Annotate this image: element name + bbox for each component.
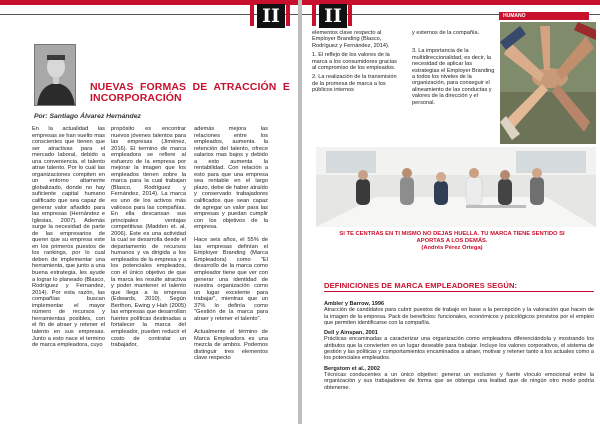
section-number: II xyxy=(319,4,347,28)
text-column-right xyxy=(412,30,497,109)
definition-text: Atracción de candidatos para cubrir puestos de trabajo en base a la percepción y la valoración que hacen de la imagen de la empresa. Pack de beneficios: funcionales, económicos y psicológicos provistos por el empleo que permiten identificarse con la compañía. xyxy=(324,307,594,326)
office-meeting-photo xyxy=(316,147,596,227)
quote-author: (Andrés Pérez Ortega) xyxy=(421,245,483,251)
definitions-heading: DEFINICIONES DE MARCA EMPLEADORES SEGÚN: xyxy=(324,281,518,290)
teamwork-hands-photo xyxy=(500,22,596,144)
paragraph: y externos de la compañía. xyxy=(412,30,480,36)
right-page xyxy=(302,0,600,424)
definition-text: Técnicas conducentes a un único objetivo: generar un exclusivo y fuerte vínculo emocional entre la organización y sus trabajadores de forma que se obtenga una lealtad que de ningún otro modo podría obtenerse. xyxy=(324,371,594,391)
heading-rule xyxy=(324,291,594,292)
decor-stripe xyxy=(312,0,316,26)
definition-author: Bergstom et al., 2002 xyxy=(324,365,380,372)
paragraph: elementos clave respecto al Employer Branding (Blasco, Rodríguez y Fernández, 2014). xyxy=(312,30,390,49)
definition-author: Dell y Ainspan, 2001 xyxy=(324,330,378,337)
section-tag: HUMANO xyxy=(499,12,589,20)
paragraph: 1. El reflejo de los valores de la marca a los consumidores gracias al compromiso de los empleados. xyxy=(312,52,397,72)
decor-stripe xyxy=(286,0,290,26)
decor-stripe xyxy=(348,0,352,26)
definition-author: Ambler y Barrow, 1996 xyxy=(324,301,385,307)
author-portrait xyxy=(34,44,76,106)
text-column-3: además mejora las relaciones entre los empleados, aumenta la retención del talento, ofrece salarios mas bajos y debido a esto aumenta la rentabilidad. Con relación a esto para que una empresa sea rentable en el largo plazo, debe de haber atraído y conservado trabajadores calificados que sean capaz de agregar un valor para las empresas y puedan cumplir con los objetivos de la empresa. Hace seis años, el 55% de las empresas definían el Employer Branding (Marca Empleadora) como "El desarrollo de la marca como empleador tiene que ver con generar una identidad de nuestra organización como un lugar excelente para trabajar", mientras que un 37% lo definía como "Gestión de la marca para atraer y retener el talento". Actualmente el término de Marca Empleadora es una mezcla de ambos. Podemos distinguir tres elementos clave respecto xyxy=(194,126,268,362)
paragraph: 3. La importancia de la multidireccionalidad, es decir, la necesidad de aplicar las estrategias el Employer Branding a todos los niveles de la organización, para conseguir el alineamiento de las conductas y valores de la dirección y el personal. xyxy=(412,48,495,106)
article-title: NUEVAS FORMAS DE ATRACCIÓN E INCORPORACIÓN xyxy=(90,81,290,104)
definitions-list xyxy=(324,298,594,395)
text-column-left xyxy=(312,30,402,97)
paragraph: 2. La realización de la transmisión de la promesa de marca a los públicos internos xyxy=(312,74,397,94)
article-byline: Por: Santiago Álvarez Hernández xyxy=(34,113,141,120)
decor-stripe xyxy=(250,0,254,26)
text-column-2: propósito es encontrar nuevos jóvenes talentos para las empresas (Jiménez, 2016). El termino de marca empleadora se refiere al esfuerzo de la empresa por mejorar la imagen que los empleados tienen sobre la marca para la cual trabajan (Blasco, Rodríguez y Fernández, 2014). La marca es uno de los activos más valiosos para las compañías. En ella descansan sus principales ventajas competitivas (Madden et. al, 2006). Este es una actividad la cual se desarrolla desde el departamento de recursos humanos y va dirigida a los empleados de la empresa y a los potenciales empleados, con el único objetivo de que la marca les resulte atractiva y poder mantener el talento que llega a la empresa (Edwards, 2010). Según Berthon, Ewing y Hah (2005) las empresas que desarrollan fuertes políticas destinadas a fortalecer la marca del empleador, pueden reducir el costo de contratar un trabajador, xyxy=(111,126,186,349)
quote-text: SI TE CENTRAS EN TI MISMO NO DEJAS HUELLA. TU MARCA TIENE SENTIDO SI APORTAS A LOS DEMÁS. xyxy=(339,231,565,244)
section-number: II xyxy=(257,4,285,28)
definition-text: Prácticas encaminadas a caracterizar una organización como empleadora diferenciándola y mostrando los atributos que la convierten en un lugar deseable para trabajar. Incluye los valores corporativos, el sistema de gestión y las políticas y comportamientos encaminados a atraer, motivar y retener tanto a los actuales como a los potenciales empleados. xyxy=(324,336,594,362)
left-page xyxy=(0,0,298,424)
pull-quote xyxy=(332,231,572,252)
text-column-1: En la actualidad las empresas se han vuelto mas conscientes que tienen que ser atractivas para el mercado laboral, debido a una conveniencia, el talento atrae talento. Por lo cual las organizaciones compiten en un entorno altamente globalizado, donde no hay suficiente capital humano calificado que sea capaz de generar valor añadido para las empresas (Hernández e Iglesias, 2007). Además surge la necesidad de parte de las empresarios de querer que su empresa este en los primeros puestos de los rankings, por lo cual deben de implementar una herramienta, que junto a una buena estrategia, les ayude a lograr lo planeado (Blasco, Rodríguez y Fernandez, 2014). Por esta razón, las compañías buscan implementar el mayor número de recursos y herramientas posibles, con el fin de atraer y retener el talento en sus empresas. Junto a esto nace el termino de marca empleadora, cuyo xyxy=(32,126,105,349)
